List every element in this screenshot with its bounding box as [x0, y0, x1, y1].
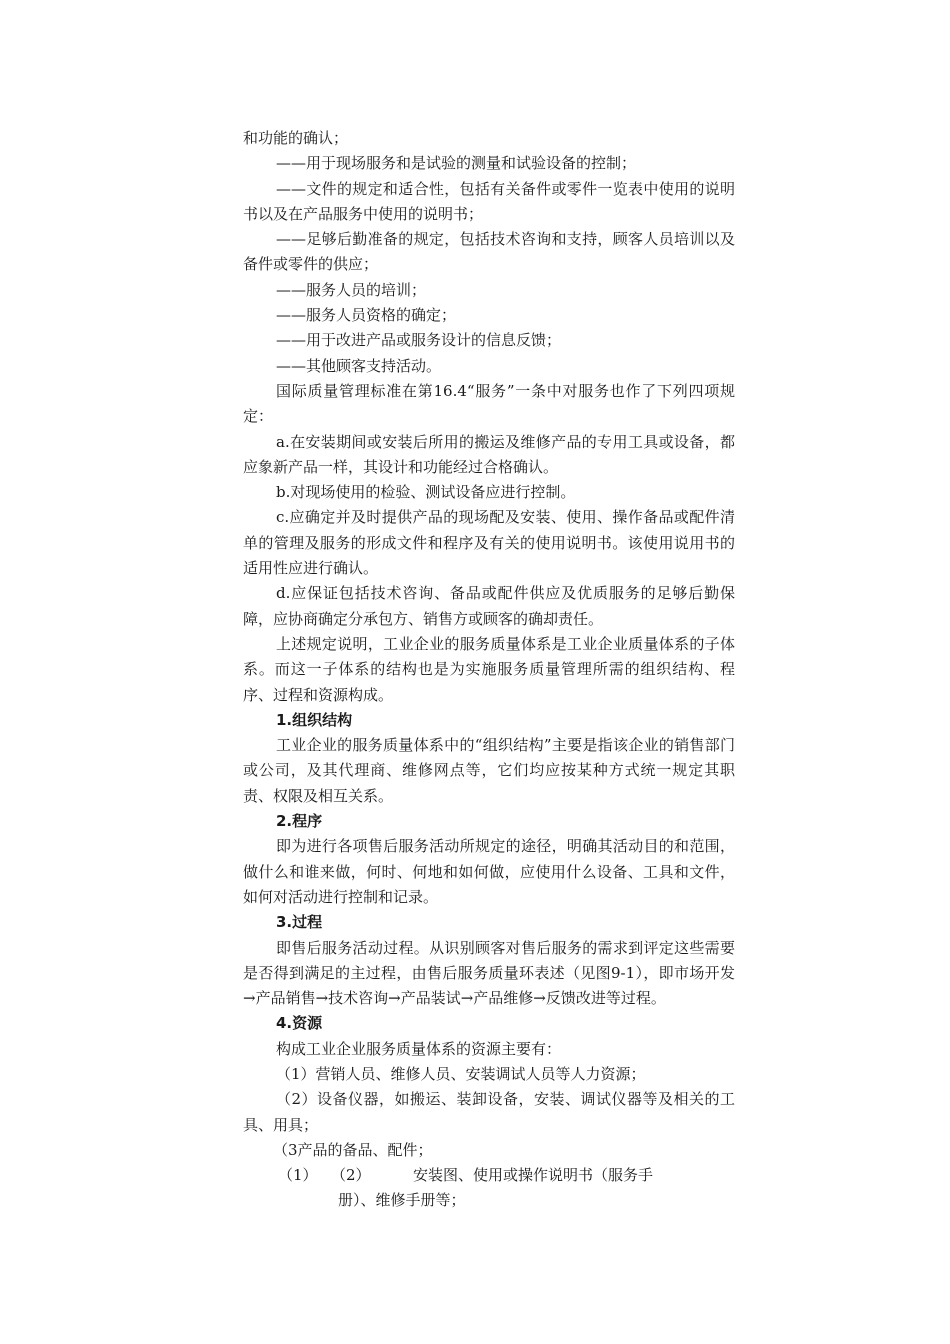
paragraph: d.应保证包括技术咨询、备品或配件供应及优质服务的足够后勤保障，应协商确定分承包方、销售方或顾客的确却责任。	[243, 584, 735, 628]
section-1	[243, 708, 735, 809]
paragraph: 和功能的确认；	[243, 129, 349, 147]
section-4	[243, 1011, 735, 1062]
section-body: 构成工业企业服务质量体系的资源主要有：	[276, 1039, 562, 1058]
item-label-b: （2）	[331, 1166, 371, 1185]
paragraph: ——足够后勤准备的规定，包括技术咨询和支持，顾客人员培训以及备件或零件的供应；	[243, 230, 735, 274]
paragraph: a.在安装期间或安装后所用的搬运及维修产品的专用工具或设备，都应象新产品一样，其设计和功能经过合格确认。	[243, 432, 735, 476]
section-heading: 2.程序	[276, 812, 323, 831]
section-3	[243, 910, 735, 1011]
document-page	[243, 126, 735, 1214]
resource-item: （3产品的备品、配件；	[273, 1140, 433, 1159]
section-heading: 1.组织结构	[276, 710, 353, 729]
paragraph: ——用于改进产品或服务设计的信息反馈；	[276, 331, 562, 350]
section-2	[243, 809, 735, 910]
section-body: 即售后服务活动过程。从识别顾客对售后服务的需求到评定这些需要是否得到满足的主过程，由售后服务质量环表述（见图9-1），即市场开发→产品销售→技术咨询→产品装试→产品维修→反馈改进等过程。	[243, 938, 735, 1008]
section-heading: 4.资源	[276, 1014, 323, 1033]
paragraph: ——用于现场服务和是试验的测量和试验设备的控制；	[276, 154, 637, 173]
paragraph: b.对现场使用的检验、测试设备应进行控制。	[276, 483, 576, 502]
paragraph: c.应确定并及时提供产品的现场配及安装、使用、操作备品或配件清单的管理及服务的形成文件和程序及有关的使用说明书。该使用说用书的适用性应进行确认。	[243, 508, 735, 578]
paragraph: ——其他顾客支持活动。	[276, 356, 442, 375]
paragraph: ——服务人员资格的确定；	[276, 306, 457, 325]
section-body: 工业企业的服务质量体系中的“组织结构”主要是指该企业的销售部门或公司，及其代理商、维修网点等，它们均应按某种方式统一规定其职责、权限及相互关系。	[243, 736, 735, 805]
item-text-line2: 册）、维修手册等；	[338, 1191, 466, 1210]
item-label-a: （1）	[278, 1166, 318, 1185]
item-text-line1: 安装图、使用或操作说明书（服务手	[413, 1166, 654, 1185]
paragraph: 上述规定说明，工业企业的服务质量体系是工业企业质量体系的子体系。而这一子体系的结构也是为实施服务质量管理所需的组织结构、程序、过程和资源构成。	[243, 634, 735, 704]
resource-item: （2）设备仪器，如搬运、装卸设备，安装、调试仪器等及相关的工具、用具；	[243, 1090, 735, 1134]
section-body: 即为进行各项售后服务活动所规定的途径，明确其活动目的和范围，做什么和谁来做，何时、何地和如何做，应使用什么设备、工具和文件，如何对活动进行控制和记录。	[243, 837, 735, 906]
resource-item-last	[243, 1163, 735, 1188]
paragraph: ——服务人员的培训；	[276, 280, 427, 299]
resource-item: （1）营销人员、维修人员、安装调试人员等人力资源；	[276, 1064, 646, 1083]
section-heading: 3.过程	[276, 913, 323, 932]
intro-paragraphs	[243, 126, 735, 708]
paragraph: ——文件的规定和适合性，包括有关备件或零件一览表中使用的说明书以及在产品服务中使用的说明书；	[243, 179, 735, 223]
paragraph: 国际质量管理标准在第16.4“服务”一条中对服务也作了下列四项规定：	[243, 381, 735, 426]
